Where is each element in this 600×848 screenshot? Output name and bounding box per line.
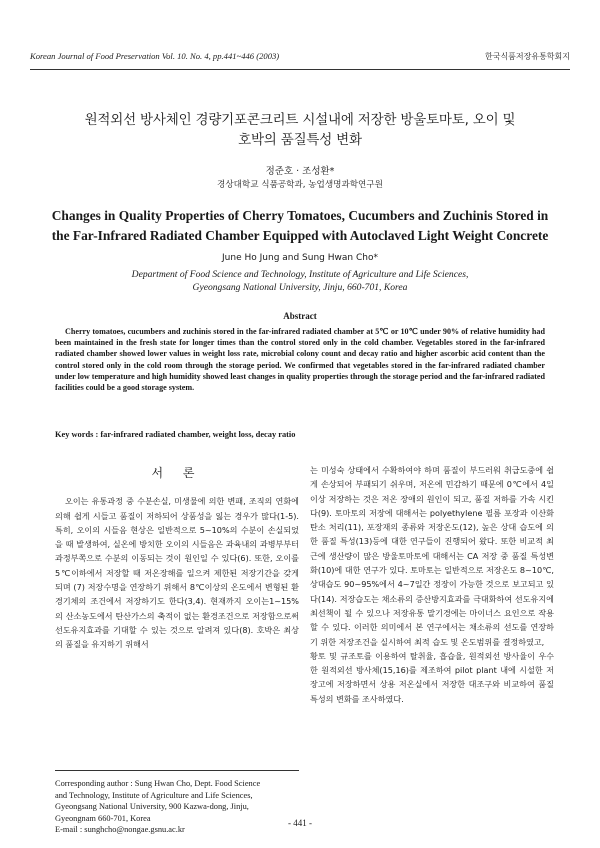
- affiliation-english-line: Gyeongsang National University, Jinju, 660-701, Korea: [192, 282, 408, 293]
- page-number: - 441 -: [288, 818, 312, 828]
- abstract-heading: Abstract: [283, 311, 317, 321]
- header-rule: [30, 69, 570, 70]
- title-korean: [40, 110, 560, 150]
- footnote-line: Gyeongnam 660-701, Korea: [55, 813, 151, 823]
- body-column-left: [55, 460, 299, 652]
- affiliation-english-line: Department of Food Science and Technology, Institute of Agriculture and Life Sciences,: [131, 269, 469, 280]
- title-english: [40, 206, 560, 246]
- section-heading: 서 론: [151, 466, 203, 480]
- abstract-text: Cherry tomatoes, cucumbers and zuchinis stored in the far-infrared radiated chamber at 5℃ or 10℃ under 90% of relative humidity had been maintained in the fresh state for longer times than the control stored only in the cold chamber. Vegetables stored in the far-infrared radiated chamber showed lower values in weight loss rate, microbial colony count and decay ratio and higher ascorbic acid content than the control stored only in the cold room through the storage period. We confirmed that vegetables stored in the far-infrared radiated chamber under low temperature and high humidity showed least changes in quality properties through the storage period and the far-infrared radiated facilities could be a good storage system.: [55, 327, 545, 393]
- body-paragraph: 오이는 유통과정 중 수분손실, 미생물에 의한 변패, 조직의 연화에 의해 쉽게 시들고 품질이 저하되어 상품성을 잃는 경우가 많다(1-5). 특히, 오이의 시들음 현상은 일반적으로 5~10%의 수분이 손실되었을 때 발생하여, 실온에 방치한 오이의 시들음은 과육내의 과병부부터 과정부쪽으로 수분의 이동되는 것이 원인일 수 있다(6). 또한, 오이를 5℃이하에서 저장할 때 저온장해를 일으켜 제한된 저장기간을 갖게 되며 (7) 저장수명을 연장하기 위해서 8℃이상의 온도에서 변형된 환경기체의 조건에서 저장하기도 한다(3,4). 현재까지 오이는1~15%의 산소농도에서 탄산가스의 축적이 없는 환경조건으로 저장함으로써 선도유지효과를 기대할 수 있는 것으로 알려져 있다(8). 호박은 최상의 품질을 유지하기 위해서: [55, 496, 299, 650]
- body-paragraph: 황토 및 규조토를 이용하여 탈취율, 흡습율, 원적외선 방사율이 우수한 원적외선 방사체(15,16)를 제조하여 pilot plant 내에 시설한 저장고에 저장하면서 상용 저온실에서 저장한 대조구와 비교하여 품질특성의 변화를 조사하였다.: [310, 650, 554, 704]
- body-column-right: [310, 463, 554, 706]
- footnote-rule: [55, 770, 299, 771]
- footnote-email: E-mail : sunghcho@nongae.gsnu.ac.kr: [55, 825, 185, 834]
- authors-english: June Ho Jung and Sung Hwan Cho*: [222, 253, 378, 263]
- affiliation-english: [60, 268, 540, 294]
- running-header: [30, 51, 570, 65]
- title-korean-line: 호박의 품질특성 변화: [238, 132, 362, 148]
- title-english-line: the Far-Infrared Radiated Chamber Equipped with Autoclaved Light Weight Concrete: [51, 228, 549, 243]
- title-korean-line: 원적외선 방사체인 경량기포콘크리트 시설내에 저장한 방울토마토, 오이 및: [84, 112, 516, 128]
- footnote-line: Gyeongsang National University, 900 Kazwa-dong, Jinju,: [55, 802, 249, 811]
- keywords: Key words : far-infrared radiated chamber, weight loss, decay ratio: [55, 430, 296, 439]
- journal-citation: Korean Journal of Food Preservation Vol. 10. No. 4, pp.441~446 (2003): [30, 51, 280, 61]
- affiliation-korean: 경상대학교 식품공학과, 농업생명과학연구원: [217, 180, 383, 190]
- body-paragraph: 는 미성숙 상태에서 수확하여야 하며 품질이 부드러워 취급도중에 쉽게 손상되어 부패되기 쉬우며, 저온에 민감하기 때문에 0℃에서 4일이상 저장하는 것은 저온 장애의 원인이 되고, 품질 저하를 가속 시킨다(9). 토마토의 저장에 대해서는 polyethylene 필름 포장과 이산화탄소 처리(11), 포장재의 종류와 저장온도(12), 높은 상대 습도에 의한 품질 특성(13)등에 대한 연구들이 진행되어 왔다. 또한 비교적 최근에 생산량이 많은 방울토마토에 대해서는 CA 저장 중 품질 특성변화(10)에 대한 연구가 있다. 토마토는 일반적으로 저장온도 8~10℃, 상대습도 90~95%에서 4~7일간 정장이 가능한 것으로 보고되고 있다(14). 저장습도는 채소류의 증산방지효과를 극대화하여 선도유지에 최선책이 될 수 있으나 저장유통 말기경에는 마이너스 요인으로 작용할 수 있다. 이러한 의미에서 본 연구에서는 채소류의 선도를 연장하기 위한 저장조건을 실시하여 최적 습도 및 온도범위를 결정하였고,: [310, 465, 554, 647]
- society-name: 한국식품저장유통학회지: [484, 52, 570, 61]
- footnote-line: Corresponding author : Sung Hwan Cho, Dept. Food Science: [55, 779, 261, 788]
- footnote-line: and Technology, Institute of Agriculture and Life Sciences,: [55, 790, 253, 800]
- authors-korean: 정준호 · 조성환*: [265, 166, 335, 177]
- title-english-line: Changes in Quality Properties of Cherry Tomatoes, Cucumbers and Zuchinis Stored in: [51, 208, 549, 223]
